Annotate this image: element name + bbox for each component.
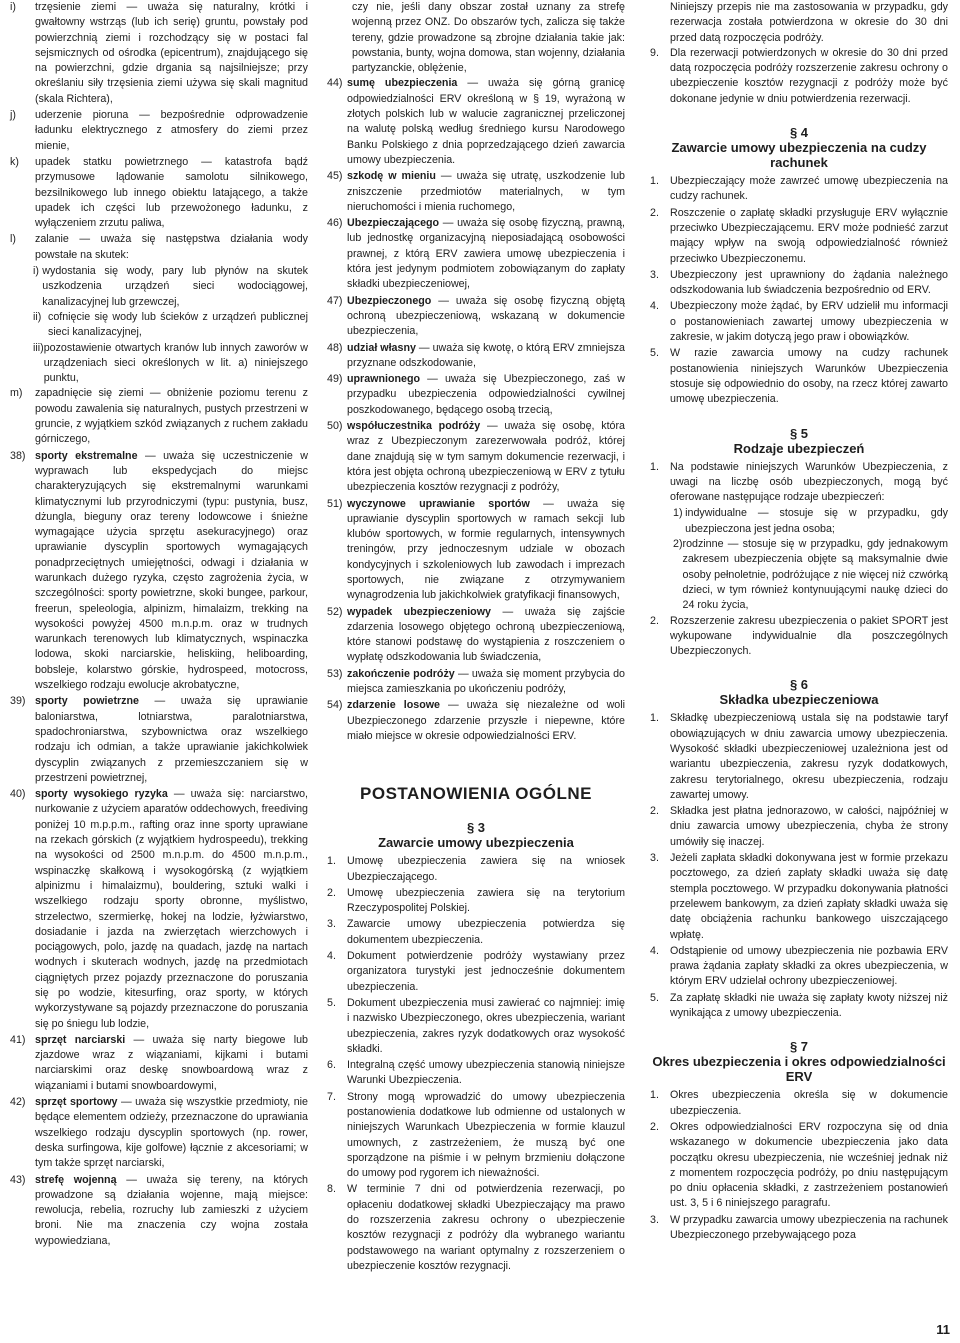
definition-term: współuczestnika podróży [347,420,481,433]
definition-term: sporty powietrzne [35,695,139,708]
definition-term: wypadek ubezpieczeniowy [347,605,491,618]
list-item: 2. Rozszerzenie zakresu ubezpieczenia o pakiet SPORT jest wykupowane indywidualnie dla poszczególnych Ubezpieczonych. [650,614,948,658]
definition-item: 46) Ubezpieczającego — uważa się osobę fizyczną, prawną, lub jednostkę organizacyjną nieposiadającą osobowości prawnej, z którą ERV zawiera umowę ubezpieczenia i która jest jedynym podmiotem zobowiązanym do zapłaty składki ubezpieczeniowej, [327,217,625,291]
definition-item: 43) strefę wojenną — uważa się tereny, na których prowadzone są działania wojenne, mają miejsce: rewolucja, rebelia, rozruchy lub zamieszki z użyciem broni. Nie ma znaczenia czy wojna została wypowiedziana, [10,1173,308,1247]
definition-term: Ubezpieczającego [347,217,440,230]
paragraph-number: § 5 [789,425,809,441]
list-item: k) upadek statku powietrznego — katastrofa bądź przymusowe lądowanie samolotu silnikowego, bezsilnikowego lub innego obiektu latającego, a także upadek ich części lub przewożonego ładunku, z wyłączeniem zrzutu paliwa, [10,155,308,230]
list-item: 1. Umowę ubezpieczenia zawiera się na wniosek Ubezpieczającego. [327,855,625,883]
definition-term: uprawnionego [347,373,421,386]
paragraph-number: § 7 [789,1039,809,1055]
list-item: 1. Składkę ubezpieczeniową ustala się na podstawie taryf obowiązujących w dniu zawarcia umowy ubezpieczenia. Wysokość składki ubezpieczeniowej uzależniona jest od wariantu ubezpieczenia, zakresu ryzyk dodatkowych, zakresu terytorialnego, okresu ubezpieczenia, rodzaju zawartej umowy. [650,712,948,801]
section-title: Składka ubezpieczeniowa [719,692,879,708]
paragraph-number: § 6 [789,677,809,693]
definition-item: 53) zakończenie podróży — uważa się moment przybycia do miejsca zamieszkania po ukończeniu podróży, [327,667,625,696]
list-item: 1. Ubezpieczający może zawrzeć umowę ubezpieczenia na cudzy rachunek. [650,175,948,203]
list-item: 1. Okres ubezpieczenia określa się w dokumencie ubezpieczenia. [650,1089,948,1117]
list-item: 3. Jeżeli zapłata składki dokonywana jest w formie przekazu pocztowego, za dzień zapłaty składki uważa się datę stempla pocztowego. W przypadku dokonywania płatności przelewem bankowym, za dzień zapłaty składki uważa się datę obciążenia rachunku bankowego uiszczającego wpłatę. [650,852,948,941]
page-number: 11 [936,1322,950,1337]
definition-term: zdarzenie losowe [347,699,440,712]
definition-term: szkodę w mieniu [347,170,436,183]
definition-item: 48) udział własny — uważa się kwotę, o którą ERV zmniejsza przyznane odszkodowanie, [327,341,625,369]
list-item: 5. Za zapłatę składki nie uważa się zapłaty kwoty niższej niż wynikająca z umowy ubezpieczenia. [650,991,948,1020]
list-item: 1. Na podstawie niniejszych Warunków Ubezpieczenia, z uwagi na liczbę osób ubezpieczonych, mogą być oferowane następujące rodzaje ubezpieczeń: [650,460,948,504]
sub-item: 2) rodzinne — stosuje się w przypadku, gdy jednakowym zakresem ubezpieczenia objęte są maksymalnie dwie osoby pełnoletnie, podróżujące z nie więcej niż czwórką dzieci, w tym również kontynuującymi naukę dzieci do 24 roku życia, [673,538,948,612]
definition-item: 50) współuczestnika podróży — uważa się osobę, która wraz z Ubezpieczonym zarezerwowała podróż, której dane znajdują się w tym samym dokumencie rezerwacji, i która jest objęta ochroną ubezpieczeniową w ERV z tytułu ubezpieczenia kosztów rezygnacji z podróży, [327,420,625,494]
continued-paragraph: czy nie, jeśli dany obszar został uznany za strefę wojenną przez ONZ. Do obszarów tych, zalicza się także tereny, gdzie prowadzone są zbrojne działania takie jak: powstania, bunty, wojna domowa, stan wojenny, działania partyzanckie, oblężenie, [352,1,625,75]
section-title: Okres ubezpieczenia i okres odpowiedzialności ERV [652,1054,946,1085]
list-item: i) trzęsienie ziemi — uważa się naturalny, krótki i gwałtowny wstrząs (lub ich serię) gruntu, powstały pod powierzchnią ziemi i rozchodzący się w postaci fal sejsmicznych od ośrodka (epicentrum), znajdującego się na powierzchni, gdzie drgania są najsilniejsze; przy określaniu siły trzęsienia ziemi używa się skali magnitud (skala Richtera), [10,1,308,105]
paragraph-number: § 4 [789,125,809,141]
list-item: l) zalanie — uważa się następstwa działania wody powstałe na skutek: [10,233,308,261]
list-item: m) zapadnięcie się ziemi — obniżenie poziomu terenu z powodu zawalenia się naturalnych, pustych przestrzeni w gruncie, z wyjątkiem szkód związanych z ruchem zakładu górniczego, [10,387,308,446]
list-item: 6. Integralną część umowy ubezpieczenia stanowią niniejsze Warunki Ubezpieczenia. [327,1059,625,1087]
continued-paragraph: Niniejszy przepis nie ma zastosowania w przypadku, gdy rezerwacja została potwierdzona w okresie do 30 dni przed datą rozpoczęcia podróży. [670,1,948,44]
sub-item: i) wydostania się wody, pary lub płynów na skutek uszkodzenia urządzeń sieci wodociągowej, kanalizacyjnej lub grzewczej, [33,265,308,308]
list-item: 4. Odstąpienie od umowy ubezpieczenia nie pozbawia ERV prawa żądania zapłaty składki za okres ubezpieczenia, w którym ERV udzielał ochrony ubezpieczeniowej. [650,944,948,988]
section-title: Zawarcie umowy ubezpieczenia [378,835,574,851]
definition-item: 41) sprzęt narciarski — uważa się narty biegowe lub zjazdowe wraz z wiązaniami, kijkami i butami narciarskimi oraz deskę snowboardową wraz z wiązaniami i butami snowboardowymi, [10,1033,308,1092]
list-item: 2. Roszczenie o zapłatę składki przysługuje ERV wyłącznie przeciwko Ubezpieczającemu. ERV może podnieść zarzut mający wpływ na swoją odpowiedzialność również przeciwko Ubezpieczonemu. [650,206,948,265]
sub-item: 1) indywidualne — stosuje się w przypadku, gdy ubezpieczona jest jedna osoba; [673,507,948,535]
section-title: Rodzaje ubezpieczeń [733,440,865,456]
definition-item: 47) Ubezpieczonego — uważa się osobę fizyczną objętą ochroną ubezpieczeniową, wskazaną w dokumencie ubezpieczenia, [327,294,625,338]
list-item: 3. Zawarcie umowy ubezpieczenia potwierdza się dokumentem ubezpieczenia. [327,918,625,946]
definition-item: 42) sprzęt sportowy — uważa się wszystkie przedmioty, nie będące elementem odzieży, przeznaczone do uprawiania wszelkiego rodzaju dyscyplin sportowych (np. rower, deska surfingowa, kije golfowe) łącznie z akcesoriami; w tym także sprzęt narciarski, [10,1096,308,1170]
definition-term: zakończenie podróży [347,667,455,680]
list-item: 9. Dla rezerwacji potwierdzonych w okresie do 30 dni przed datą rozpoczęcia podróży rozszerzenie zakresu ochrony o ubezpieczenie kosztów rezygnacji z podróży może być dokonane jedynie w dniu potwierdzenia rezerwacji. [650,46,948,105]
definition-term: wyczynowe uprawianie sportów [347,497,530,510]
list-item: 2. Składka jest płatna jednorazowo, w całości, najpóźniej w dniu zawarcia umowy ubezpieczenia, chyba że strony umówiły się inaczej. [650,805,948,848]
list-item: 4. Dokument potwierdzenie podróży wystawiany przez organizatora turystyki jest jednocześnie dokumentem ubezpieczenia. [327,950,625,993]
section-title: Zawarcie umowy ubezpieczenia na cudzy rachunek [671,140,927,171]
list-item: 4. Ubezpieczony może żądać, by ERV udzielił mu informacji o postanowieniach zawartej umowy ubezpieczenia w zakresie, w jakim dotyczą jego praw i obowiązków. [650,300,948,344]
definition-term: sprzęt narciarski [35,1033,126,1046]
definition-term: udział własny [347,341,416,354]
definition-item: 49) uprawnionego — uważa się Ubezpieczonego, zaś w przypadku ubezpieczenia odpowiedzialności cywilnej poszkodowanego, będącego osobą trzecią, [327,373,625,416]
definition-item: 51) wyczynowe uprawianie sportów — uważa się uprawianie dyscyplin sportowych w ramach sekcji lub klubów sportowych, w formie regularnych, intensywnych treningów, przy jednoczesnym udziale w obozach kondycyjnych i szkoleniowych lub zawodach i imprezach sportowych, nie związane z otrzymywaniem wynagrodzenia lub jakichkolwiek gratyfikacji finansowych, [327,497,625,602]
definition-term: sprzęt sportowy [35,1096,118,1109]
list-item: 2. Okres odpowiedzialności ERV rozpoczyna się od dnia wskazanego w dokumencie ubezpieczenia jako data początku okresu ubezpieczenia, nie wcześniej jednak niż z momentem rozpoczęcia podróży, po dniu następującym po dniu opłacenia składki, z zastrzeżeniem postanowień ust. 3, 5 i 6 niniejszego paragrafu. [650,1120,948,1210]
definition-item: 45) szkodę w mieniu — uważa się utratę, uszkodzenie lub zniszczenie przedmiotów materialnych, w tym nieruchomości i mienia ruchomego, [327,170,625,213]
list-item: 5. W razie zawarcia umowy na cudzy rachunek postanowienia niniejszych Warunków Ubezpieczenia stosuje się odpowiednio do osoby, na rzecz której zawarto umowę ubezpieczenia. [650,347,948,406]
definition-item: 54) zdarzenie losowe — uważa się niezależne od woli Ubezpieczonego zdarzenie przyszłe i niepewne, które miało miejsce w okresie odpowiedzialności ERV. [327,699,625,742]
list-item: 3. Ubezpieczony jest uprawniony do żądania należnego odszkodowania lub świadczenia bezpośrednio od ERV. [650,268,948,297]
list-item: 5. Dokument ubezpieczenia musi zawierać co najmniej: imię i nazwisko Ubezpieczonego, okres ubezpieczenia, wariant ubezpieczenia, zakres ryzyk dodatkowych oraz wysokość składki. [327,996,625,1055]
definition-term: Ubezpieczonego [347,294,432,307]
sub-item: ii) cofnięcie się wody lub ścieków z urządzeń publicznej sieci kanalizacyjnej, [33,310,308,339]
column-3 [650,0,948,1244]
definition-term: strefę wojenną [35,1173,117,1186]
column-1 [10,0,308,1250]
definition-item: 40) sporty wysokiego ryzyka — uważa się: narciarstwo, nurkowanie z użyciem aparatów oddechowych, freediving poniżej 10 m.p.p.m., rafting oraz inne sporty uprawiane na rzekach górskich (z wyjątkiem hydrospeedu), trekking na wysokości od 2500 m.n.p.m. do 4500 m.n.p.m., wspinaczkę skałkową i wysokogórską (z wyjątkiem alpinizmu i himalaizmu), bouldering, sztuki walki i wszelkiego rodzaju sporty obronne, myślistwo, strzelectwo, szermierkę, hokej na lodzie, łyżwiarstwo, dosiadanie i jazda na zwierzętach wierzchowych i pociągowych, polo, jazdę na quadach, jazdę na nartach wodnych i skuterach wodnych, jazdę na przedmiotach ciągniętych przez pojazdy przeznaczone do poruszania się po wodzie, kitesurfing, oraz sporty, w których wykorzystywane są pojazdy przeznaczone do poruszania się po śniegu lub lodzie, [10,788,308,1030]
column-2 [327,0,625,1275]
definition-term: sporty ekstremalne [35,449,138,462]
list-item: 2. Umowę ubezpieczenia zawiera się na terytorium Rzeczypospolitej Polskiej. [327,886,625,915]
definition-item: 38) sporty ekstremalne — uważa się uczestniczenie w wyprawach lub ekspedycjach do miejsc charakteryzujących się ekstremalnymi warunkami klimatycznymi lub przyrodniczymi (typu: pustynia, busz, dżungla, bieguny oraz tereny lodowcowe i śnieżne wymagające użycia sprzętu asekuracyjnego) oraz uprawianie dyscyplin sportowych wymagających ponadprzeciętnych umiejętności, odwagi i działania w warunkach dużego ryzyka, często zagrożenia życia, w szczególności: sporty powietrzne, skoki bungee, parkour, freerun, speleologia, alpinizm, himalaizm, trekking na wysokości powyżej 4500 m.n.p.m. oraz w trudnych warunkach terenowych lub klimatycznych, wspinaczka lodowa, skoki narciarskie, heliskiing, heliboarding, bobsleje, kolarstwo górskie, hydrospeed, motocross, wszelkiego rodzaju ewolucje akrobatyczne, [10,449,308,692]
list-item: 3. W przypadku zawarcia umowy ubezpieczenia na rachunek Ubezpieczonego przebywającego poza [650,1213,948,1241]
section-heading: POSTANOWIENIA OGÓLNE [360,784,592,804]
list-item: j) uderzenie pioruna — bezpośrednie odprowadzenie ładunku elektrycznego z atmosfery do ziemi przez mienie, [10,109,308,152]
definition-term: sumę ubezpieczenia [347,77,458,90]
definition-term: sporty wysokiego ryzyka [35,788,168,801]
definition-item: 44) sumę ubezpieczenia — uważa się górną granicę odpowiedzialności ERV określoną w § 19, wyrażoną w złotych polskich lub w walucie zagranicznej przeliczonej na walutę polską według średniego kursu Narodowego Banku Polskiego z dnia poprzedzającego dzień zawarcia umowy ubezpieczenia. [327,77,625,166]
definition-item: 39) sporty powietrzne — uważa się uprawianie baloniarstwa, lotniarstwa, paralotniarstwa, spadochroniarstwa, szybownictwa oraz wszelkiego rodzaju ich odmian, a także uprawianie jakichkolwiek dyscyplin związanych z przemieszczaniem się w przestrzeni powietrznej, [10,695,308,784]
list-item: 8. W terminie 7 dni od potwierdzenia rezerwacji, po opłaceniu dodatkowej składki Ubezpieczający ma prawo do rozszerzenia zakresu ochrony o ubezpieczenie kosztów rezygnacji z podróży dla wybranego wariantu podstawowego na wariant optymalny z rozszerzeniem o ubezpieczenie kosztów rezygnacji. [327,1183,625,1272]
paragraph-number: § 3 [466,820,486,836]
sub-item: iii) pozostawienie otwartych kranów lub innych zaworów w urządzeniach sieci określonych w lit. a) niniejszego punktu, [33,341,308,385]
definition-item: 52) wypadek ubezpieczeniowy — uważa się zajście zdarzenia losowego objętego ochroną ubezpieczeniową, które stanowi podstawę do wystąpienia z roszczeniem o wypłatę odszkodowania lub świadczenia, [327,605,625,664]
list-item: 7. Strony mogą wprowadzić do umowy ubezpieczenia postanowienia dodatkowe lub odmienne od ustalonych w niniejszych Warunkach Ubezpieczenia w formie klauzul umownych, z zastrzeżeniem, że muszą być one sporządzone na piśmie i w pełnym brzmieniu dołączone do umowy pod rygorem ich nieważności. [327,1090,625,1180]
